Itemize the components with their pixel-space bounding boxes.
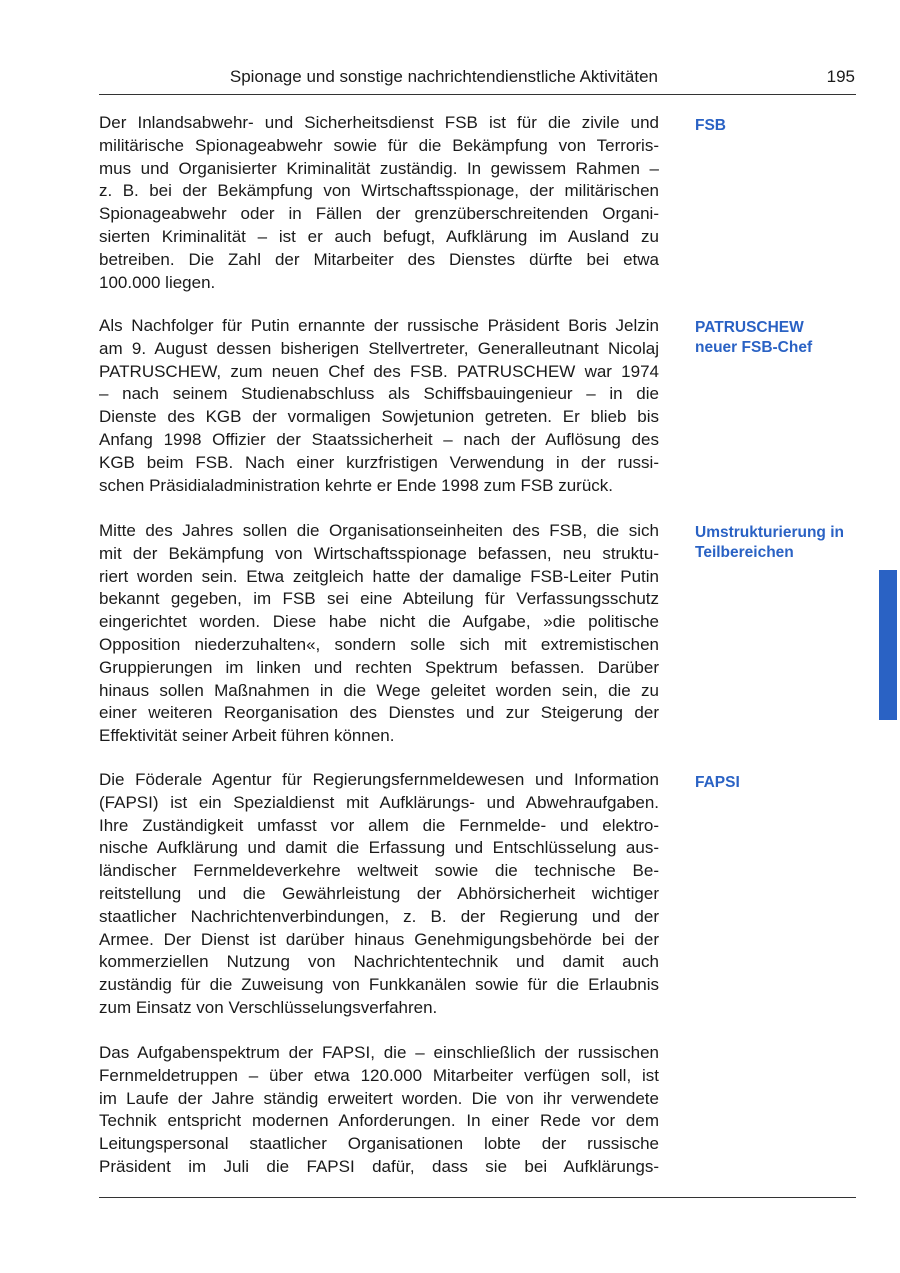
text-line: zum Einsatz von Verschlüsselungsverfahren. [99, 997, 438, 1017]
text-line: staatlicher Nachrichtenverbindungen, z. B. der Regierung und der [99, 906, 659, 926]
text-line: mit der Bekämpfung von Wirtschaftsspionage befassen, neu struktu- [99, 543, 659, 563]
paragraph-fsb [99, 112, 659, 294]
text-line: betreiben. Die Zahl der Mitarbeiter des Dienstes dürfte bei etwa [99, 249, 659, 269]
margin-note-line: FSB [695, 117, 726, 134]
header-title: Spionage und sonstige nachrichtendienstliche Aktivitäten [229, 67, 658, 86]
paragraph-fapsi-aufgaben [99, 1042, 659, 1179]
text-line: KGB beim FSB. Nach einer kurzfristigen Verwendung in der russi- [99, 452, 659, 472]
text-line: reitstellung und die Gewährleistung der Abhörsicherheit wichtiger [99, 883, 659, 903]
text-line: einer weiteren Reorganisation des Dienstes und zur Steigerung der [99, 703, 659, 723]
margin-note-umstrukturierung [695, 523, 875, 563]
margin-note-fapsi [695, 773, 875, 793]
text-line: Dienste des KGB der vormaligen Sowjetunion getreten. Er blieb bis [99, 407, 659, 427]
text-line: ländischer Fernmeldeverkehre weltweit sowie die technische Be- [99, 861, 659, 881]
text-line: sierten Kriminalität – ist er auch befugt, Aufklärung im Ausland zu [99, 226, 659, 246]
text-line: Mitte des Jahres sollen die Organisationseinheiten des FSB, die sich [99, 521, 659, 540]
text-line: Ihre Zuständigkeit umfasst vor allem die Fernmelde- und elektro- [99, 815, 659, 835]
margin-note-patruschew [695, 318, 875, 358]
text-line: riert worden sein. Etwa zeitgleich hatte der damalige FSB-Leiter Putin [99, 566, 659, 586]
text-line: bekannt gegeben, im FSB sei eine Abteilung für Verfassungsschutz [99, 589, 659, 609]
text-line: PATRUSCHEW, zum neuen Chef des FSB. PATRUSCHEW war 1974 [99, 361, 659, 381]
text-line: (FAPSI) ist ein Spezialdienst mit Aufklärungs- und Abwehraufgaben. [99, 792, 659, 812]
margin-note-line: PATRUSCHEW [695, 319, 804, 336]
text-line: Das Aufgabenspektrum der FAPSI, die – einschließlich der russischen [99, 1043, 659, 1062]
text-line: Die Föderale Agentur für Regierungsfernmeldewesen und Information [99, 770, 659, 789]
running-header [99, 66, 856, 95]
paragraph-patruschew [99, 315, 659, 497]
margin-note-fsb [695, 116, 875, 136]
text-line: Technik entspricht modernen Anforderungen. In einer Rede vor dem [99, 1111, 659, 1131]
text-line: Effektivität seiner Arbeit führen können. [99, 726, 395, 746]
text-line: hinaus sollen Maßnahmen in die Wege geleitet worden sein, die zu [99, 680, 659, 700]
text-line: kommerziellen Nutzung von Nachrichtentechnik und damit auch [99, 952, 659, 972]
margin-note-line: FAPSI [695, 774, 740, 791]
text-line: Gruppierungen im linken und rechten Spektrum befassen. Darüber [99, 657, 659, 677]
text-line: Spionageabwehr oder in Fällen der grenzüberschreitenden Organi- [99, 204, 659, 224]
footer-rule [99, 1197, 856, 1198]
text-line: am 9. August dessen bisherigen Stellvertreter, Generalleutnant Nicolaj [99, 338, 659, 358]
text-line: Fernmeldetruppen – über etwa 120.000 Mitarbeiter verfügen soll, ist [99, 1065, 659, 1085]
text-line: Leitungspersonal staatlicher Organisationen lobte der russische [99, 1134, 659, 1154]
text-line: militärische Spionageabwehr sowie für die Bekämpfung von Terroris- [99, 135, 659, 155]
text-line: Opposition niederzuhalten«, sondern solle sich mit extremistischen [99, 634, 659, 654]
text-line: schen Präsidialadministration kehrte er Ende 1998 zum FSB zurück. [99, 475, 614, 495]
paragraph-fapsi [99, 769, 659, 1020]
paragraph-umstrukturierung [99, 520, 659, 748]
margin-note-line: neuer FSB-Chef [695, 339, 813, 356]
text-line: z. B. bei der Bekämpfung von Wirtschaftsspionage, der militärischen [99, 181, 659, 201]
text-line: Als Nachfolger für Putin ernannte der russische Präsident Boris Jelzin [99, 316, 659, 335]
page-number: 195 [826, 67, 855, 86]
text-line: zuständig für die Zuweisung von Funkkanälen sowie für die Erlaubnis [99, 975, 659, 995]
text-line: Anfang 1998 Offizier der Staatssicherheit – nach der Auflösung des [99, 429, 659, 449]
text-line: eingerichtet worden. Diese habe nicht die Aufgabe, »die politische [99, 612, 659, 632]
text-line: Präsident im Juli die FAPSI dafür, dass sie bei Aufklärungs- [99, 1156, 659, 1176]
margin-note-line: Umstrukturierung in [695, 524, 844, 541]
margin-note-line: Teilbereichen [695, 544, 794, 561]
text-line: – nach seinem Studienabschluss als Schiffsbauingenieur – in die [99, 384, 659, 404]
text-line: nische Aufklärung und damit die Erfassung und Entschlüsselung aus- [99, 838, 659, 858]
text-line: im Laufe der Jahre ständig erweitert worden. Die von ihr verwendete [99, 1088, 659, 1108]
chapter-side-tab [879, 570, 897, 720]
text-line: mus und Organisierter Kriminalität zuständig. In gewissem Rahmen – [99, 158, 659, 178]
text-line: 100.000 liegen. [99, 272, 216, 292]
text-line: Der Inlandsabwehr- und Sicherheitsdienst FSB ist für die zivile und [99, 113, 659, 132]
text-line: Armee. Der Dienst ist darüber hinaus Genehmigungsbehörde bei der [99, 929, 659, 949]
